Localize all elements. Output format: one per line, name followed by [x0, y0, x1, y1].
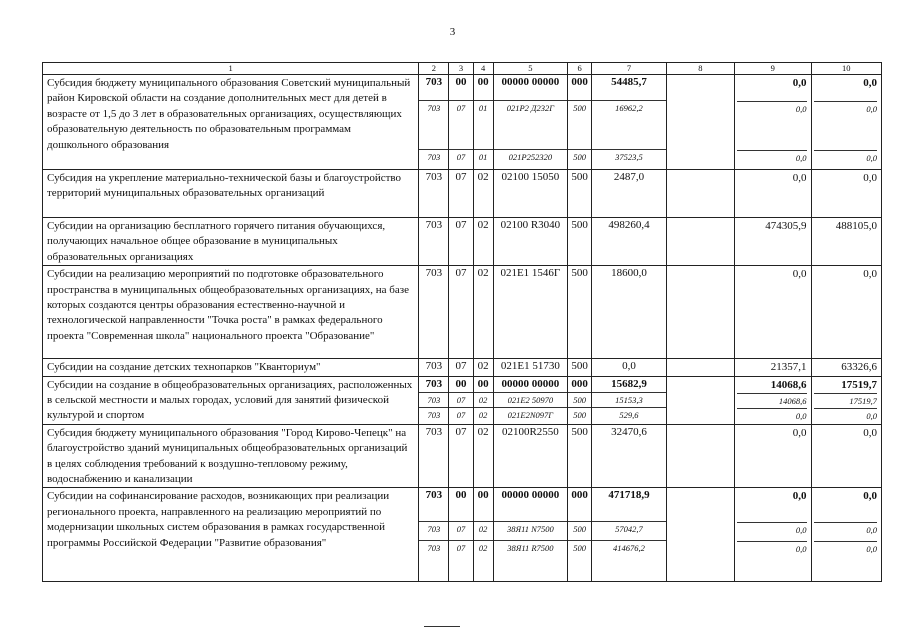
cell-value: 07	[449, 407, 472, 423]
cell-value: 021P252320	[494, 149, 567, 168]
col-7-cell	[592, 266, 666, 359]
col-7-cell	[592, 376, 666, 424]
col-6-cell	[568, 376, 592, 424]
col-4-cell	[473, 488, 493, 582]
cell-value: 0,0	[792, 268, 807, 281]
col-2-cell	[419, 424, 449, 488]
col-6-cell	[568, 75, 592, 170]
col-4-cell	[473, 424, 493, 488]
col-7-cell	[592, 170, 666, 218]
col-5-cell	[493, 75, 567, 170]
cell-value: 0,0	[814, 150, 877, 169]
cell-value: 500	[571, 171, 588, 183]
cell-value: 38Я11 R7500	[494, 540, 567, 580]
cell-value: 01	[474, 149, 493, 168]
cell-value: 00	[455, 76, 467, 88]
cell-value: 0,0	[737, 408, 806, 424]
column-number: 8	[666, 63, 734, 75]
cell-value: 02	[474, 521, 493, 540]
cell-value: 021E2N097Г	[494, 407, 567, 423]
col-8-cell	[666, 75, 734, 170]
cell-value: 0,0	[737, 150, 806, 169]
row-description: Субсидии на организацию бесплатного горячего питания обучающихся, получающих начальное общее образование в муниципальных образовательных организациях	[43, 218, 419, 266]
column-number-row	[43, 63, 882, 75]
col-8-cell	[666, 376, 734, 424]
cell-value: 703	[425, 360, 443, 373]
cell-value: 14068,6	[737, 393, 806, 408]
column-number: 4	[473, 63, 493, 75]
column-number: 3	[449, 63, 473, 75]
cell-value: 02	[477, 360, 489, 373]
col-8-cell	[666, 218, 734, 266]
cell-value: 703	[425, 267, 443, 280]
col-5-cell	[493, 170, 567, 218]
col-2-cell	[419, 376, 449, 424]
col-6-cell	[568, 170, 592, 218]
table-row	[43, 170, 882, 218]
row-description: Субсидии на создание в общеобразовательных организациях, расположенных в сельской местности и малых городах, условий для занятий физической культурой и спортом	[43, 376, 419, 424]
cell-value: 00	[477, 377, 489, 390]
cell-value: 07	[455, 360, 467, 373]
col-5-cell	[493, 488, 567, 582]
cell-value: 0,0	[792, 426, 807, 439]
cell-value: 54485,7	[611, 76, 647, 88]
cell-value: 0,0	[863, 490, 877, 503]
row-description: Субсидия бюджету муниципального образования Советский муниципальный район Кировской области на создание дополнительных мест для детей в возрасте от 1,5 до 3 лет в образовательных организациях, осуществляющих образовательную деятельность по образовательным программам дошкольного образования	[43, 75, 419, 170]
cell-value: 02	[477, 171, 489, 183]
cell-value: 02100 R3040	[500, 219, 561, 231]
cell-value: 0,0	[863, 426, 877, 439]
cell-value: 500	[568, 149, 591, 168]
cell-value: 488105,0	[835, 220, 877, 232]
col-4-cell	[473, 376, 493, 424]
cell-value: 703	[425, 425, 443, 438]
budget-table	[42, 62, 882, 582]
cell-value: 00	[455, 489, 467, 502]
cell-value: 21357,1	[770, 361, 807, 374]
col-5-cell	[493, 359, 567, 376]
cell-value: 07	[455, 425, 467, 438]
col-3-cell	[449, 170, 473, 218]
col-7-cell	[592, 424, 666, 488]
col-10-cell	[811, 376, 881, 424]
column-number: 10	[811, 63, 881, 75]
col-9-cell	[735, 376, 811, 424]
col-8-cell	[666, 170, 734, 218]
cell-value: 703	[425, 377, 443, 390]
cell-value: 703	[419, 540, 448, 580]
cell-value: 02	[474, 392, 493, 407]
cell-value: 0,0	[814, 522, 877, 541]
row-description: Субсидия на укрепление материально-технической базы и благоустройство территорий муниципальных образовательных организаций	[43, 170, 419, 218]
cell-value: 07	[449, 149, 472, 168]
col-9-cell	[735, 488, 811, 582]
cell-value: 021E2 50970	[494, 392, 567, 407]
table-row	[43, 75, 882, 170]
cell-value: 500	[571, 267, 588, 280]
col-10-cell	[811, 218, 881, 266]
col-4-cell	[473, 359, 493, 376]
col-4-cell	[473, 75, 493, 170]
col-2-cell	[419, 75, 449, 170]
col-2-cell	[419, 266, 449, 359]
cell-value: 500	[568, 100, 591, 149]
col-3-cell	[449, 266, 473, 359]
col-3-cell	[449, 424, 473, 488]
cell-value: 500	[571, 425, 588, 438]
cell-value: 000	[571, 76, 588, 88]
cell-value: 00	[477, 489, 489, 502]
footer-rule	[424, 626, 460, 627]
cell-value: 02	[477, 267, 489, 280]
cell-value: 17519,7	[814, 393, 877, 408]
col-7-cell	[592, 488, 666, 582]
cell-value: 703	[425, 489, 443, 502]
cell-value: 0,0	[737, 541, 806, 581]
cell-value: 07	[455, 267, 467, 280]
cell-value: 0,0	[737, 522, 806, 541]
col-8-cell	[666, 424, 734, 488]
col-10-cell	[811, 488, 881, 582]
col-9-cell	[735, 218, 811, 266]
cell-value: 02	[477, 219, 489, 231]
col-8-cell	[666, 359, 734, 376]
cell-value: 500	[568, 521, 591, 540]
cell-value: 0,0	[863, 172, 877, 184]
col-2-cell	[419, 488, 449, 582]
cell-value: 07	[449, 100, 472, 149]
cell-value: 00000 00000	[501, 76, 560, 88]
col-6-cell	[568, 488, 592, 582]
cell-value: 15682,9	[611, 377, 647, 390]
col-6-cell	[568, 266, 592, 359]
cell-value: 0,0	[814, 541, 877, 581]
cell-value: 0,0	[863, 77, 877, 89]
cell-value: 021E1 1546Г	[500, 267, 561, 280]
col-4-cell	[473, 170, 493, 218]
cell-value: 0,0	[814, 408, 877, 424]
cell-value: 0,0	[792, 77, 807, 89]
col-9-cell	[735, 359, 811, 376]
cell-value: 15153,3	[592, 392, 665, 407]
column-number: 5	[493, 63, 567, 75]
cell-value: 07	[455, 219, 467, 231]
col-5-cell	[493, 266, 567, 359]
column-number: 6	[568, 63, 592, 75]
col-5-cell	[493, 424, 567, 488]
col-8-cell	[666, 488, 734, 582]
cell-value: 703	[425, 171, 443, 183]
cell-value: 703	[419, 521, 448, 540]
cell-value: 00	[455, 377, 467, 390]
column-number: 9	[735, 63, 811, 75]
cell-value: 500	[571, 360, 588, 373]
col-5-cell	[493, 218, 567, 266]
cell-value: 703	[419, 407, 448, 423]
table-row	[43, 218, 882, 266]
cell-value: 703	[419, 149, 448, 168]
cell-value: 000	[571, 489, 588, 502]
col-9-cell	[735, 75, 811, 170]
cell-value: 18600,0	[611, 267, 647, 280]
cell-value: 000	[571, 377, 588, 390]
page-number: 3	[449, 26, 456, 38]
col-7-cell	[592, 75, 666, 170]
table-row	[43, 488, 882, 582]
cell-value: 0,0	[814, 101, 877, 150]
cell-value: 021P2 Д232Г	[494, 100, 567, 149]
cell-value: 500	[568, 540, 591, 580]
cell-value: 414676,2	[592, 540, 665, 580]
cell-value: 0,0	[622, 360, 636, 373]
cell-value: 500	[568, 392, 591, 407]
cell-value: 02	[477, 425, 489, 438]
cell-value: 0,0	[737, 101, 806, 150]
cell-value: 17519,7	[841, 378, 877, 391]
cell-value: 2487,0	[613, 171, 645, 183]
cell-value: 703	[425, 219, 443, 231]
cell-value: 0,0	[792, 490, 807, 503]
col-3-cell	[449, 488, 473, 582]
cell-value: 07	[449, 540, 472, 580]
cell-value: 57042,7	[592, 521, 665, 540]
row-description: Субсидия бюджету муниципального образования "Город Кирово-Чепецк" на благоустройство зданий муниципальных общеобразовательных организаций в целях соблюдения требований к воздушно-тепловому режиму, водоснабжению и канализации	[43, 424, 419, 488]
table-row	[43, 376, 882, 424]
cell-value: 00	[477, 76, 489, 88]
table-row	[43, 266, 882, 359]
col-6-cell	[568, 424, 592, 488]
cell-value: 32470,6	[611, 425, 647, 438]
col-10-cell	[811, 359, 881, 376]
cell-value: 529,6	[592, 407, 665, 423]
col-4-cell	[473, 218, 493, 266]
cell-value: 498260,4	[608, 219, 650, 231]
row-description: Субсидии на реализацию мероприятий по подготовке образовательного пространства в муниципальных общеобразовательных организациях, на базе которых создаются центры образования естественно-научной и технологической направленности "Точка роста" в рамках федерального проекта "Современная школа" национального проекта "Образование"	[43, 266, 419, 359]
col-2-cell	[419, 359, 449, 376]
cell-value: 02	[474, 407, 493, 423]
cell-value: 0,0	[792, 172, 807, 184]
col-10-cell	[811, 266, 881, 359]
table-row	[43, 424, 882, 488]
cell-value: 0,0	[863, 268, 877, 281]
col-4-cell	[473, 266, 493, 359]
cell-value: 63326,6	[841, 361, 877, 374]
column-number: 7	[592, 63, 666, 75]
col-2-cell	[419, 218, 449, 266]
cell-value: 703	[419, 392, 448, 407]
col-9-cell	[735, 266, 811, 359]
col-3-cell	[449, 218, 473, 266]
cell-value: 471718,9	[608, 489, 650, 502]
cell-value: 703	[425, 76, 443, 88]
col-8-cell	[666, 266, 734, 359]
col-7-cell	[592, 359, 666, 376]
cell-value: 703	[419, 100, 448, 149]
cell-value: 01	[474, 100, 493, 149]
cell-value: 00000 00000	[501, 377, 560, 390]
col-3-cell	[449, 75, 473, 170]
column-number: 2	[419, 63, 449, 75]
col-6-cell	[568, 359, 592, 376]
col-10-cell	[811, 170, 881, 218]
cell-value: 37523,5	[592, 149, 665, 168]
cell-value: 02	[474, 540, 493, 580]
col-9-cell	[735, 424, 811, 488]
row-description: Субсидии на создание детских технопарков "Кванториум"	[43, 359, 419, 376]
cell-value: 07	[449, 392, 472, 407]
cell-value: 474305,9	[765, 220, 807, 232]
cell-value: 500	[571, 219, 588, 231]
col-10-cell	[811, 75, 881, 170]
col-5-cell	[493, 376, 567, 424]
cell-value: 02100 15050	[501, 171, 560, 183]
col-10-cell	[811, 424, 881, 488]
col-3-cell	[449, 359, 473, 376]
table-row	[43, 359, 882, 376]
cell-value: 07	[455, 171, 467, 183]
cell-value: 500	[568, 407, 591, 423]
col-2-cell	[419, 170, 449, 218]
cell-value: 16962,2	[592, 100, 665, 149]
col-3-cell	[449, 376, 473, 424]
cell-value: 02100R2550	[501, 425, 559, 438]
cell-value: 00000 00000	[501, 489, 560, 502]
col-9-cell	[735, 170, 811, 218]
col-6-cell	[568, 218, 592, 266]
cell-value: 14068,6	[770, 378, 807, 391]
cell-value: 07	[449, 521, 472, 540]
row-description: Субсидии на софинансирование расходов, возникающих при реализации регионального проекта, направленного на реализацию мероприятий по модернизации школьных систем образования в рамках государственной программы Российской Федерации "Развитие образования"	[43, 488, 419, 582]
cell-value: 021E1 51730	[500, 360, 560, 373]
column-number: 1	[43, 63, 419, 75]
col-7-cell	[592, 218, 666, 266]
cell-value: 38Я11 N7500	[494, 521, 567, 540]
